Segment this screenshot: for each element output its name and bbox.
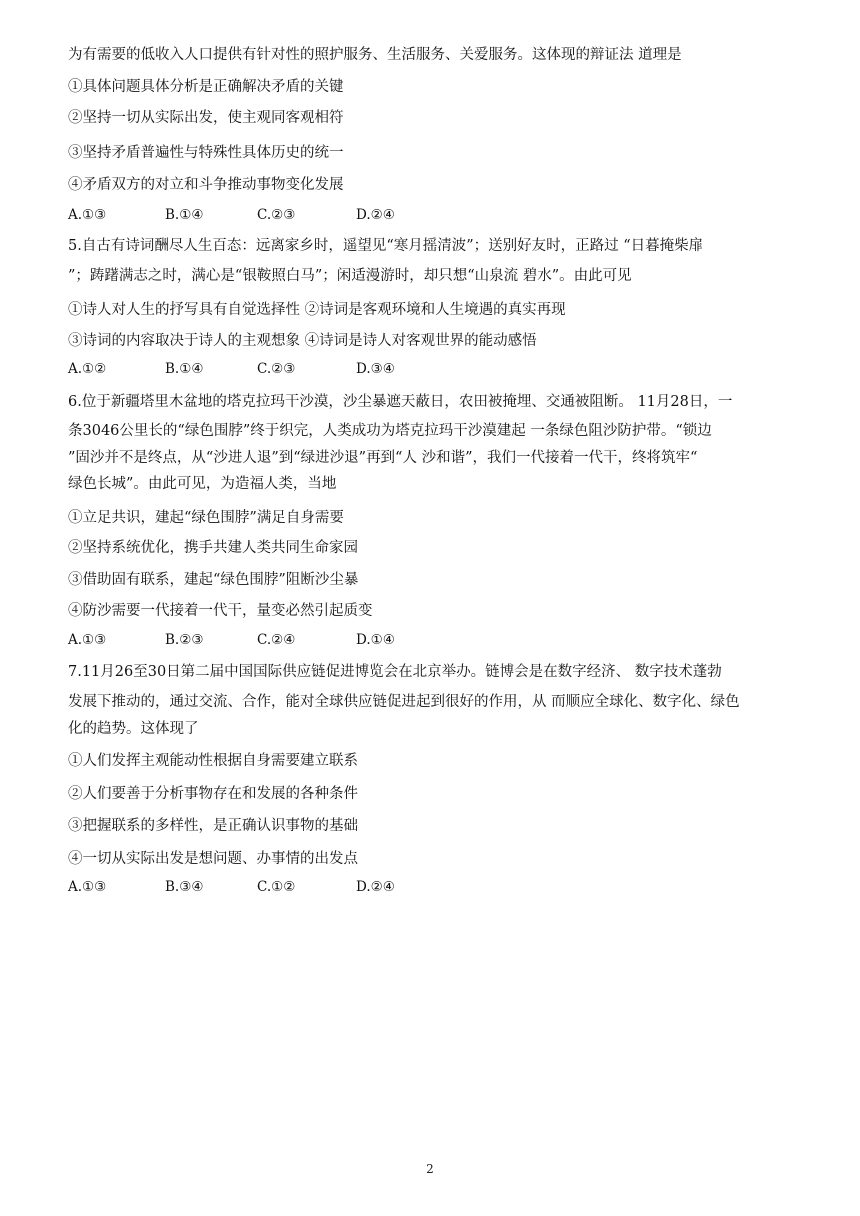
q6-stem-line-2: 条3046公里长的“绿色围脖”终于织完，人类成功为塔克拉玛干沙漠建起 一条绿色阻沙防护带。“锁边 (68, 423, 712, 439)
q5-option-d: D.③④ (356, 361, 395, 377)
q5-option-b: B.①④ (165, 361, 204, 377)
q5-option-a: A.①② (68, 361, 107, 377)
q7-stem-line-2: 发展下推动的，通过交流、合作，能对全球供应链促进起到很好的作用，从 而顺应全球化、数字化、绿色 (68, 694, 740, 710)
page-number: 2 (426, 1162, 434, 1176)
q5-statement-1-2: ①诗人对人生的抒写具有自觉选择性 ②诗词是客观环境和人生境遇的真实再现 (68, 302, 566, 318)
q6-option-b: B.②③ (165, 632, 204, 648)
q5-option-c: C.②③ (257, 361, 296, 377)
q7-statement-4: ④一切从实际出发是想问题、办事情的出发点 (68, 851, 358, 867)
q4-option-c: C.②③ (257, 207, 296, 223)
q5-stem-line-2: ”；踌躇满志之时，满心是“银鞍照白马”；闲适漫游时，却只想“山泉流 碧水”。由此可见 (68, 268, 632, 284)
q4-statement-4: ④矛盾双方的对立和斗争推动事物变化发展 (68, 177, 344, 193)
q7-option-d: D.②④ (356, 879, 395, 895)
q5-statement-3-4: ③诗词的内容取决于诗人的主观想象 ④诗词是诗人对客观世界的能动感悟 (68, 333, 537, 349)
q6-stem-line-3: ”固沙并不是终点，从“沙进人退”到“绿进沙退”再到“人 沙和谐”，我们一代接着一代干，终将筑牢“ (68, 450, 698, 466)
q6-statement-3: ③借助固有联系，建起“绿色围脖”阻断沙尘暴 (68, 572, 359, 588)
q7-statement-2: ②人们要善于分析事物存在和发展的各种条件 (68, 786, 358, 802)
q6-statement-4: ④防沙需要一代接着一代干，量变必然引起质变 (68, 603, 373, 619)
q4-statement-2: ②坚持一切从实际出发，使主观同客观相符 (68, 110, 344, 126)
q4-stem-tail: 为有需要的低收入人口提供有针对性的照护服务、生活服务、关爱服务。这体现的辩证法 道理是 (68, 47, 682, 63)
q4-statement-3: ③坚持矛盾普遍性与特殊性具体历史的统一 (68, 145, 344, 161)
q7-statement-1: ①人们发挥主观能动性根据自身需要建立联系 (68, 753, 358, 769)
q6-stem-line-1: 6.位于新疆塔里木盆地的塔克拉玛干沙漠，沙尘暴遮天蔽日，农田被掩埋、交通被阻断。 11月28日，一 (68, 394, 733, 410)
q6-option-c: C.②④ (257, 632, 296, 648)
q7-option-a: A.①③ (68, 879, 107, 895)
q6-option-a: A.①③ (68, 632, 107, 648)
q7-option-b: B.③④ (165, 879, 204, 895)
q4-option-a: A.①③ (68, 207, 107, 223)
q4-statement-1: ①具体问题具体分析是正确解决矛盾的关键 (68, 79, 344, 95)
q7-option-c: C.①② (257, 879, 296, 895)
q6-statement-2: ②坚持系统优化，携手共建人类共同生命家园 (68, 540, 358, 556)
q6-option-d: D.①④ (356, 632, 395, 648)
q6-stem-line-4: 绿色长城”。由此可见，为造福人类，当地 (68, 476, 337, 492)
q4-option-d: D.②④ (356, 207, 395, 223)
q7-statement-3: ③把握联系的多样性，是正确认识事物的基础 (68, 818, 358, 834)
q4-option-b: B.①④ (165, 207, 204, 223)
q7-stem-line-3: 化的趋势。这体现了 (68, 721, 199, 737)
q5-stem-line-1: 5.自古有诗词酬尽人生百态：远离家乡时，遥望见“寒月摇清波”；送别好友时，正路过 “日暮掩柴扉 (68, 238, 704, 254)
q6-statement-1: ①立足共识，建起“绿色围脖”满足自身需要 (68, 510, 344, 526)
q7-stem-line-1: 7.11月26至30日第二届中国国际供应链促进博览会在北京举办。链博会是在数字经济、 数字技术蓬勃 (68, 664, 722, 680)
